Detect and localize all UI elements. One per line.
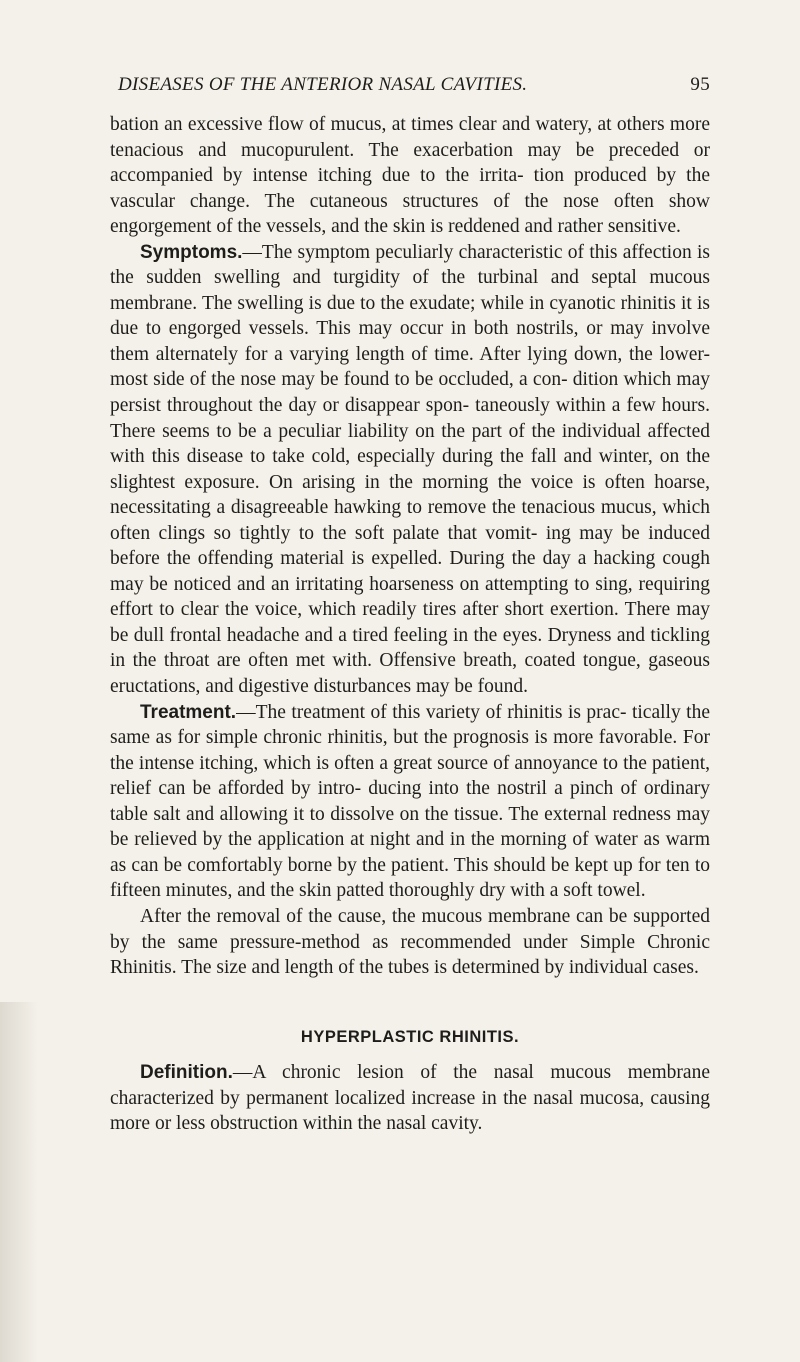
paragraph-symptoms [110, 240, 710, 700]
paragraph-definition [110, 1060, 710, 1137]
running-head [118, 74, 710, 102]
running-head-title: DISEASES OF THE ANTERIOR NASAL CAVITIES. [118, 74, 528, 95]
page-edge-shadow [0, 1002, 38, 1362]
treatment-text: —The treatment of this variety of rhinitis is prac- tically the same as for simple chronic rhinitis, but the prognosis is more favorable. For the intense itching, which is often a great source of annoyance to the patient, relief can be afforded by intro- ducing into the nostril a pinch of ordinary table salt and allowing it to dissolve on the tissue. The external redness may be relieved by the application at night and in the morning of water as warm as can be comfortably borne by the patient. This should be kept up for ten to fifteen minutes, and the skin patted thoroughly dry with a soft towel. [110, 701, 710, 902]
page-number: 95 [690, 74, 710, 95]
section-title: HYPERPLASTIC RHINITIS. [300, 1027, 520, 1046]
body-text [110, 112, 710, 1137]
definition-heading: Definition. [140, 1062, 233, 1084]
paragraph-continuation: bation an excessive flow of mucus, at times clear and watery, at others more tenacious and mucopurulent. The exacerbation may be preceded or accompanied by intense itching due to the irrita- tion produced by the vascular change. The cutaneous structures of the nose often show engorgement of the vessels, and the skin is reddened and rather sensitive. [110, 114, 710, 238]
paragraph-treatment [110, 700, 710, 904]
symptoms-text: —The symptom peculiarly characteristic of this affection is the sudden swelling and turgidity of the turbinal and septal mucous membrane. The swelling is due to the exudate; while in cyanotic rhinitis it is due to engorged vessels. This may occur in both nostrils, or may involve them alternately for a varying length of time. After lying down, the lower- most side of the nose may be found to be occluded, a con- dition which may persist throughout the day or disappear spon- taneously within a few hours. There seems to be a peculiar liability on the part of the individual affected with this disease to take cold, especially during the fall and winter, on the slightest exposure. On arising in the morning the voice is often hoarse, necessitating a disagreeable hawking to remove the tenacious mucus, which often clings so tightly to the soft palate that vomit- ing may be induced before the offending material is expelled. During the day a hacking cough may be noticed and an irritating hoarseness on attempting to sing, requiring effort to clear the voice, which readily tires after short exertion. There may be dull frontal headache and a tired feeling in the eyes. Dryness and tickling in the throat are often met with. Offensive breath, coated tongue, gaseous eructations, and digestive disturbances may be found. [110, 241, 710, 698]
definition-text: —A chronic lesion of the nasal mucous membrane characterized by permanent localized increase in the nasal mucosa, causing more or less obstruction within the nasal cavity. [110, 1062, 710, 1135]
symptoms-heading: Symptoms. [140, 241, 243, 263]
paragraph-after-removal: After the removal of the cause, the mucous membrane can be supported by the same pressure-method as recommended under Simple Chronic Rhinitis. The size and length of the tubes is determined by individual cases. [110, 905, 710, 979]
treatment-heading: Treatment. [140, 701, 237, 723]
